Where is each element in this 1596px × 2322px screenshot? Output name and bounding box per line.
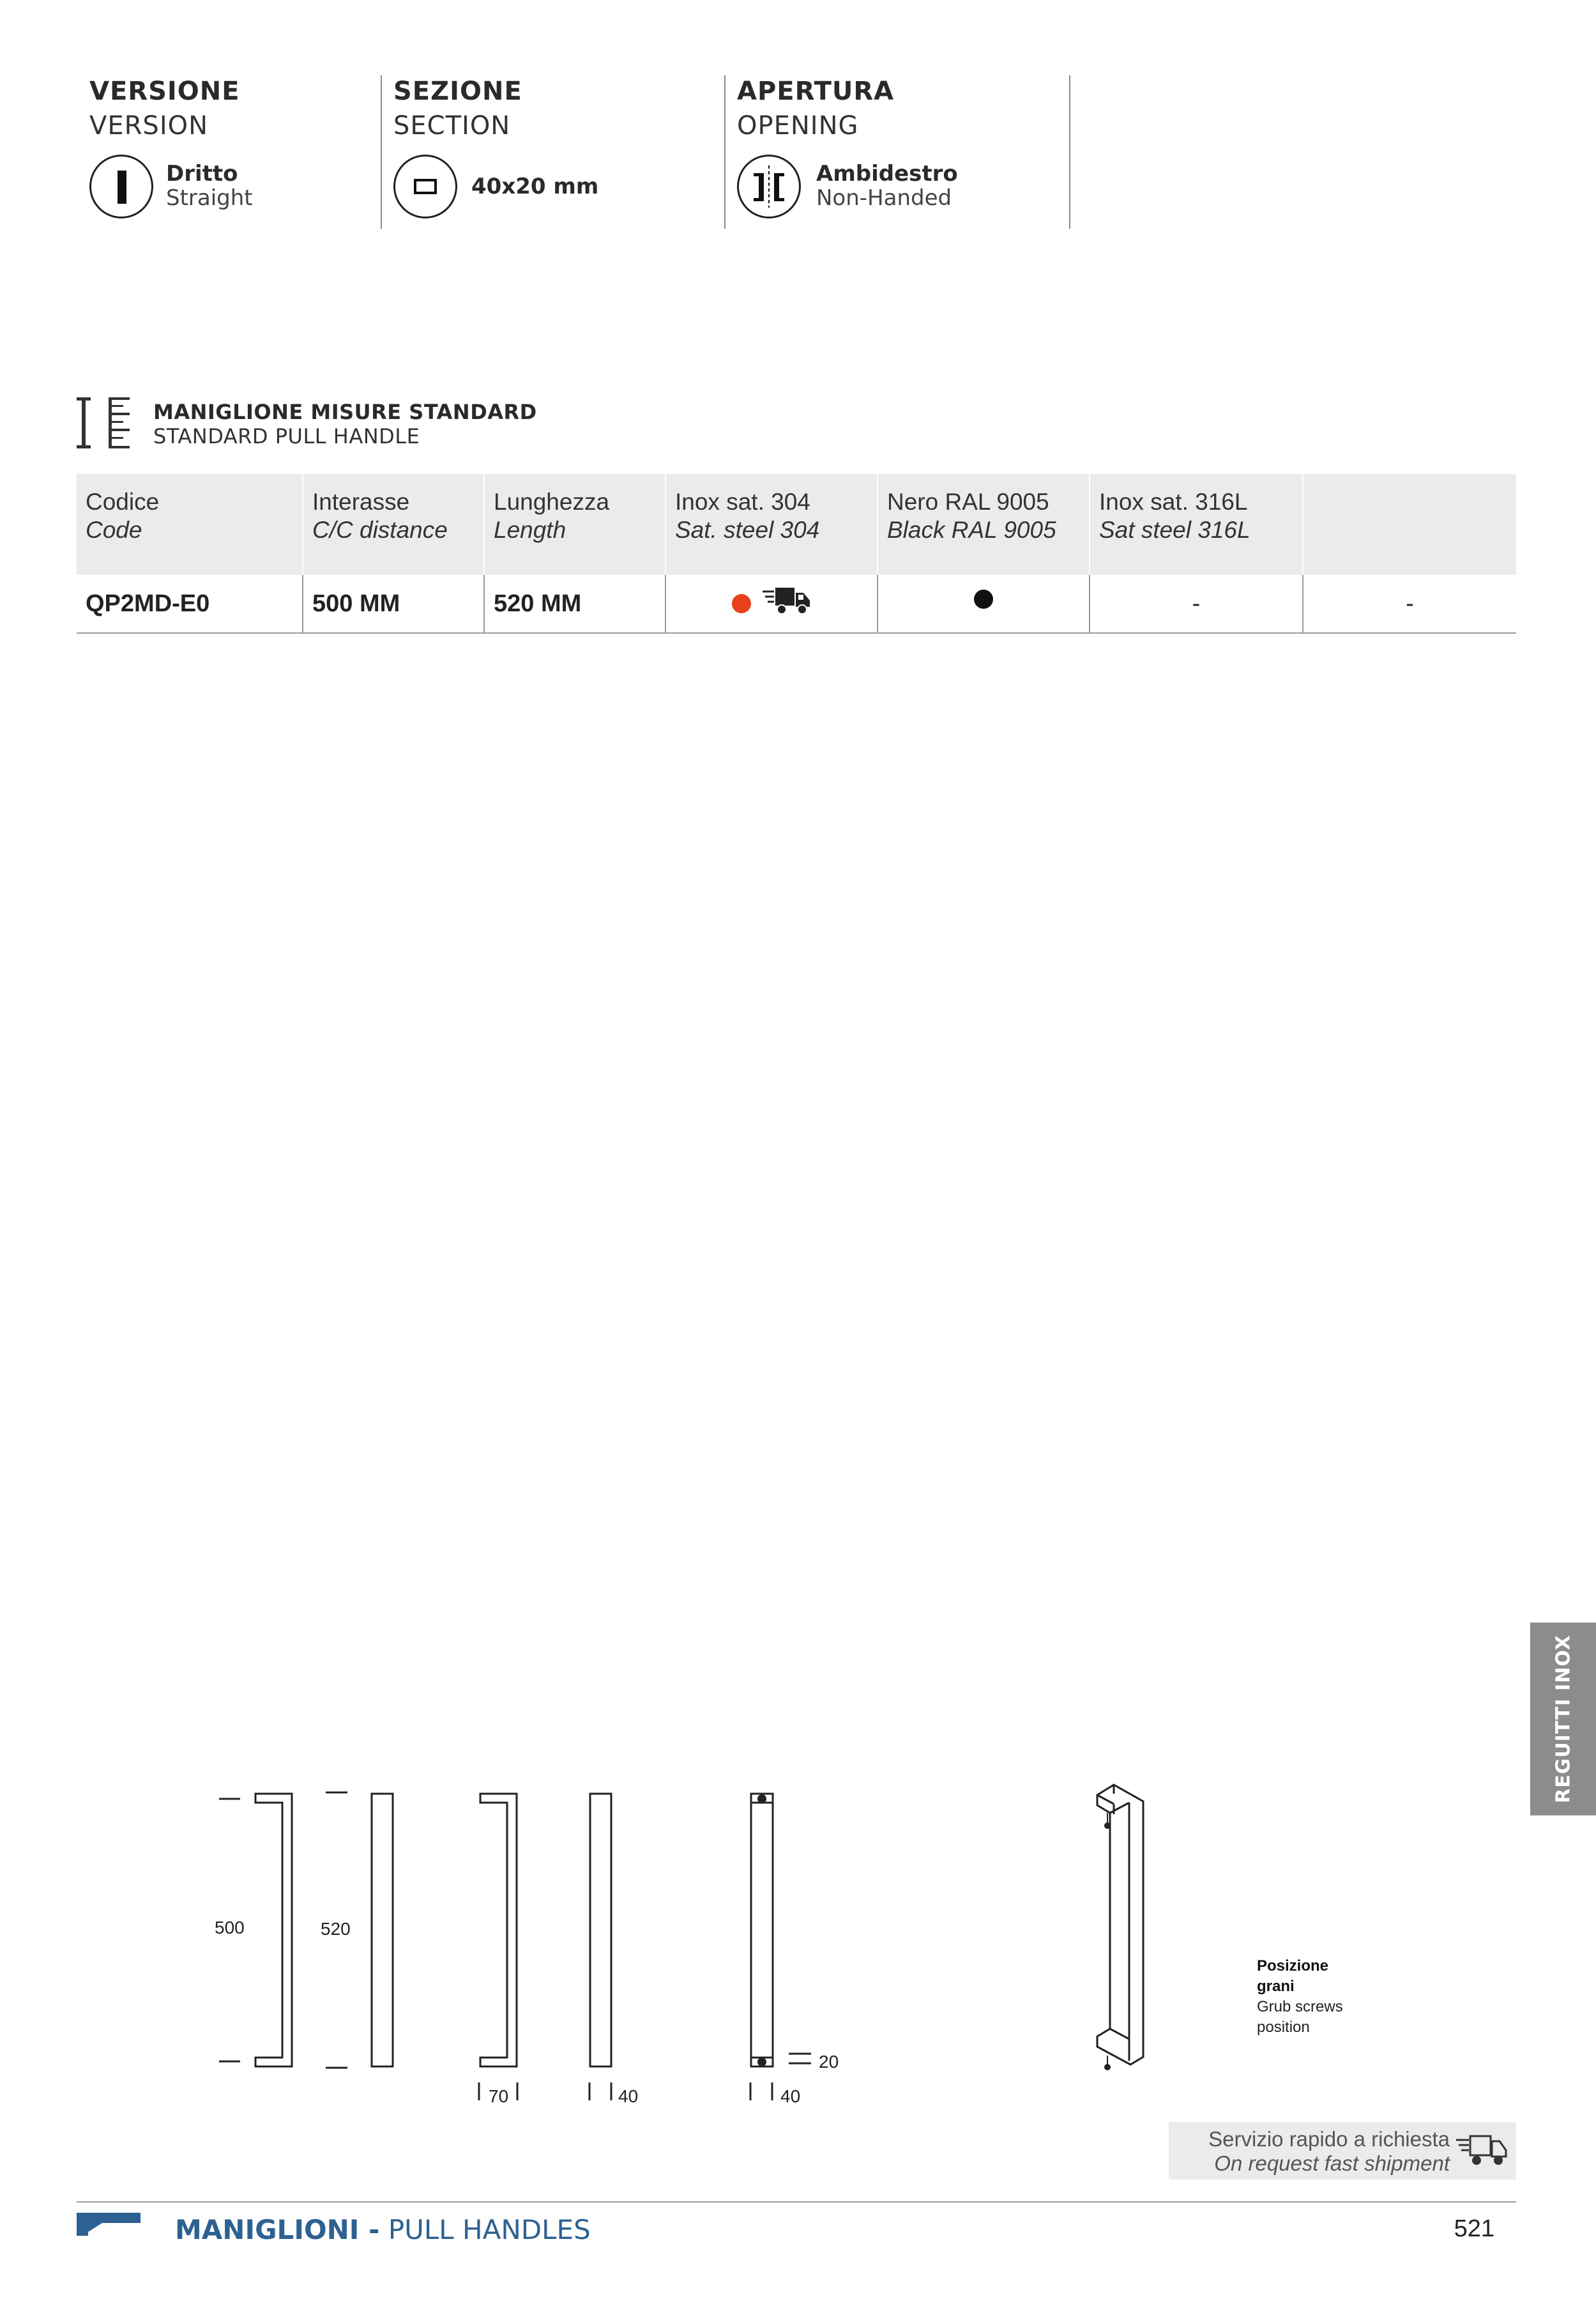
- grub-screws-note: Posizione grani Grub screws position: [1257, 1957, 1343, 2036]
- dim-20: 20: [819, 2052, 839, 2072]
- divider: [1069, 75, 1070, 229]
- dimensions-icon: [77, 397, 134, 448]
- header-steel316: Inox sat. 316L Sat steel 316L: [1090, 474, 1303, 575]
- header-steel304: Inox sat. 304 Sat. steel 304: [665, 474, 878, 575]
- cell-extra: -: [1303, 575, 1516, 633]
- version-title: VERSIONE: [89, 77, 240, 106]
- divider: [381, 75, 382, 229]
- section-subtitle: SECTION: [393, 111, 511, 141]
- version-subtitle: VERSION: [89, 111, 209, 141]
- cell-steel304: [665, 575, 878, 633]
- truck-icon: [1456, 2134, 1507, 2171]
- version-value: Dritto: [166, 161, 238, 187]
- section-value: 40x20 mm: [471, 174, 599, 199]
- opening-value-en: Non-Handed: [816, 185, 952, 211]
- cell-cc-distance: 500 MM: [303, 575, 484, 633]
- rectangular-section-icon: [393, 155, 457, 218]
- dim-70: 70: [489, 2086, 509, 2106]
- cell-code: QP2MD-E0: [77, 575, 303, 633]
- header-black9005: Nero RAL 9005 Black RAL 9005: [878, 474, 1090, 575]
- footer-divider: [77, 2201, 1516, 2203]
- section-header-title: MANIGLIONE MISURE STANDARD: [153, 400, 537, 424]
- shipment-line1: Servizio rapido a richiesta: [1208, 2127, 1450, 2151]
- dim-500: 500: [215, 1918, 245, 1937]
- header-length: Lunghezza Length: [484, 474, 665, 575]
- truck-icon: [763, 585, 811, 622]
- opening-title: APERTURA: [737, 77, 895, 106]
- dim-40b: 40: [780, 2086, 801, 2106]
- page-number: 521: [1454, 2215, 1494, 2242]
- shipment-line2: On request fast shipment: [1214, 2151, 1450, 2175]
- fast-shipment-box: [1169, 2122, 1516, 2180]
- section-header-subtitle: STANDARD PULL HANDLE: [153, 424, 420, 448]
- table-row: [77, 575, 1516, 633]
- version-value-en: Straight: [166, 185, 253, 211]
- available-dot-icon: [732, 594, 751, 613]
- side-tab-label: REGUITTI INOX: [1552, 1635, 1574, 1803]
- spec-table: [77, 474, 1516, 634]
- cell-length: 520 MM: [484, 575, 665, 633]
- opening-value: Ambidestro: [816, 161, 958, 187]
- dim-40a: 40: [618, 2086, 639, 2106]
- cell-steel316: -: [1090, 575, 1303, 633]
- header-code: Codice Code: [77, 474, 303, 575]
- straight-version-icon: [89, 155, 153, 218]
- available-dot-icon: [974, 590, 993, 609]
- table-header-row: [77, 474, 1516, 575]
- technical-drawings: [192, 1776, 1150, 2134]
- non-handed-icon: [737, 155, 801, 218]
- section-title: SEZIONE: [393, 77, 522, 106]
- header-cc-distance: Interasse C/C distance: [303, 474, 484, 575]
- dim-520: 520: [321, 1919, 351, 1939]
- footer-title: MANIGLIONI - PULL HANDLES: [175, 2214, 591, 2245]
- side-tab: [1530, 1623, 1596, 1815]
- header-empty: [1303, 474, 1516, 575]
- divider: [724, 75, 726, 229]
- cell-black9005: [878, 575, 1090, 633]
- brand-logo-icon: [77, 2213, 141, 2236]
- opening-subtitle: OPENING: [737, 111, 859, 141]
